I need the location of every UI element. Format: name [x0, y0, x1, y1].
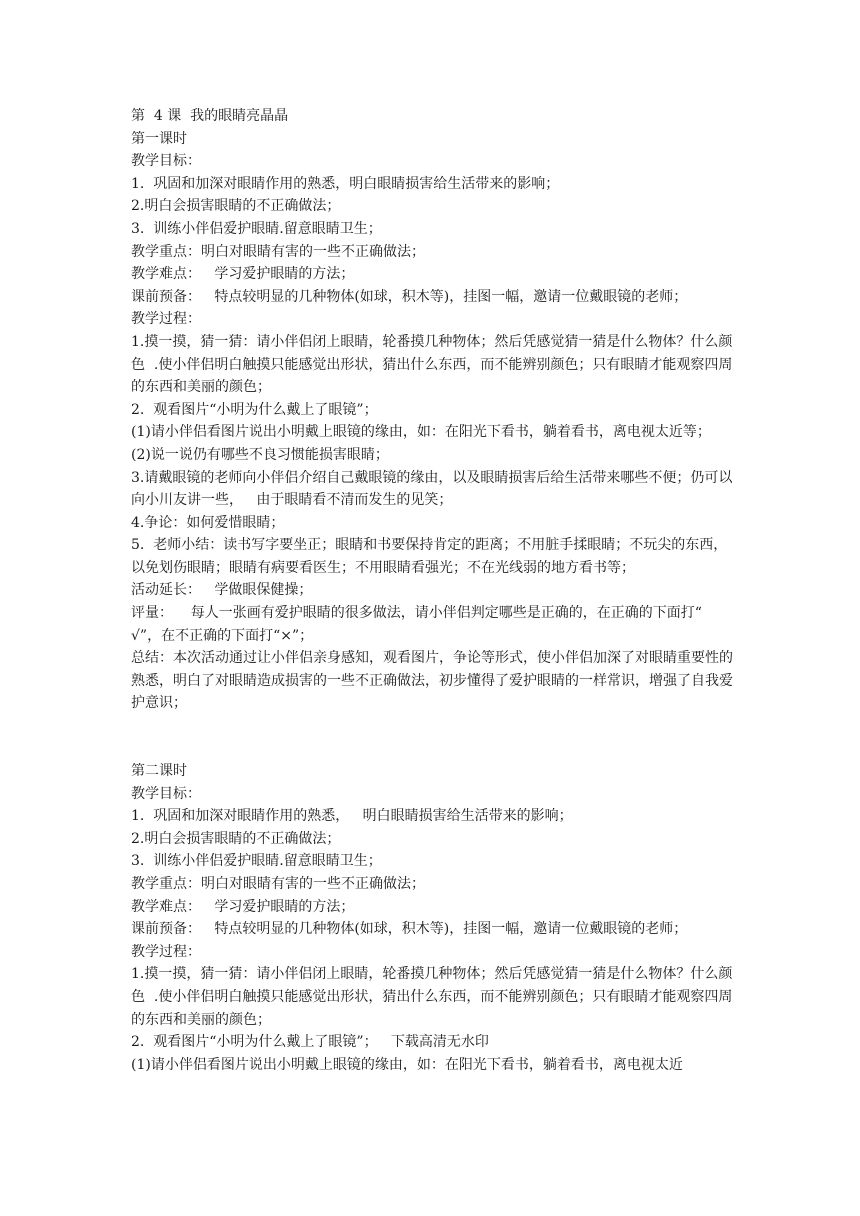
lesson-1-line: 1.摸一摸，猜一猜：请小伴侣闭上眼睛，轮番摸几种物体；然后凭感觉猜一猜是什么物体？什么颜色 .使小伴侣明白触摸只能感觉出形状，猜出什么东西，而不能辨别颜色；只有眼睛才能观察四周的东西和美丽的颜色； [131, 333, 733, 396]
document-title: 第 4 课 我的眼睛亮晶晶 [131, 108, 289, 124]
lesson-1-line: 总结：本次活动通过让小伴侣亲身感知，观看图片，争论等形式，使小伴侣加深了对眼睛重要性的熟悉，明白了对眼睛造成损害的一些不正确做法，初步懂得了爱护眼睛的一样常识，增强了自我爱护意识； [131, 650, 733, 712]
document-body [131, 105, 736, 1076]
lesson-1-line: (1)请小伴侣看图片说出小明戴上眼镜的缘由，如：在阳光下看书，躺着看书，离电视太近等； [131, 424, 711, 441]
lesson-2-heading: 第二课时 [131, 763, 187, 780]
lesson-2-line: 课前预备： 特点较明显的几种物体(如球，积木等)，挂图一幅，邀请一位戴眼镜的老师； [131, 921, 688, 938]
lesson-1-line: 教学重点：明白对眼睛有害的一些不正确做法； [131, 243, 425, 260]
lesson-1-line: 1. 巩固和加深对眼睛作用的熟悉，明白眼睛损害给生活带来的影响； [131, 175, 560, 192]
lesson-2-line: 1. 巩固和加深对眼睛作用的熟悉， 明白眼睛损害给生活带来的影响； [131, 808, 573, 825]
lesson-1-line: 活动延长： 学做眼保健操； [131, 582, 313, 599]
lesson-2-line: 3. 训练小伴侣爱护眼睛.留意眼睛卫生； [131, 853, 382, 870]
lesson-1-line: 教学过程： [131, 311, 201, 328]
lesson-2-line: 教学重点：明白对眼睛有害的一些不正确做法； [131, 876, 425, 892]
lesson-1-line: 5. 老师小结：读书写字要坐正；眼睛和书要保持肯定的距离；不用脏手揉眼睛；不玩尖的东西，以免划伤眼睛；眼睛有病要看医生；不用眼睛看强光；不在光线弱的地方看书等； [131, 537, 728, 576]
lesson-2-line: (1)请小伴侣看图片说出小明戴上眼镜的缘由，如：在阳光下看书，躺着看书，离电视太近 [131, 1056, 683, 1073]
lesson-2-line: 1.摸一摸，猜一猜：请小伴侣闭上眼睛，轮番摸几种物体；然后凭感觉猜一猜是什么物体？什么颜色 .使小伴侣明白触摸只能感觉出形状，猜出什么东西，而不能辨别颜色；只有眼睛才能观察四周的东西和美丽的颜色； [131, 966, 733, 1028]
lesson-1-line: 课前预备： 特点较明显的几种物体(如球，积木等)，挂图一幅，邀请一位戴眼镜的老师； [131, 288, 688, 305]
section-gap [131, 715, 736, 760]
lesson-1-line: (2)说一说仍有哪些不良习惯能损害眼睛； [131, 446, 389, 463]
lesson-1-line: 3. 训练小伴侣爱护眼睛.留意眼睛卫生； [131, 220, 382, 237]
lesson-1-line: 教学目标： [131, 153, 201, 170]
lesson-1-line: 4.争论：如何爱惜眼睛； [131, 514, 285, 531]
lesson-1-line: 教学难点： 学习爱护眼睛的方法； [131, 266, 355, 283]
lesson-1-section [131, 128, 736, 715]
lesson-2-line: 教学目标： [131, 785, 201, 802]
lesson-2-line: 2.明白会损害眼睛的不正确做法； [131, 830, 341, 847]
lesson-1-line: 2. 观看图片“小明为什么戴上了眼镜”； [131, 401, 378, 418]
lesson-2-section [131, 760, 736, 1076]
lesson-1-line: 2.明白会损害眼睛的不正确做法； [131, 198, 341, 215]
lesson-1-line: 评量： 每人一张画有爱护眼睛的很多做法，请小伴侣判定哪些是正确的，在正确的下面打“ √”，在不正确的下面打“×”； [131, 605, 707, 644]
lesson-2-line: 2. 观看图片“小明为什么戴上了眼镜”； 下载高清无水印 [131, 1034, 489, 1051]
lesson-1-heading: 第一课时 [131, 130, 187, 147]
lesson-1-line: 3.请戴眼镜的老师向小伴侣介绍自己戴眼镜的缘由，以及眼睛损害后给生活带来哪些不便；仍可以向小川友讲一些， 由于眼睛看不清而发生的见笑； [131, 469, 733, 509]
lesson-2-line: 教学过程： [131, 943, 201, 960]
lesson-2-line: 教学难点： 学习爱护眼睛的方法； [131, 898, 355, 915]
